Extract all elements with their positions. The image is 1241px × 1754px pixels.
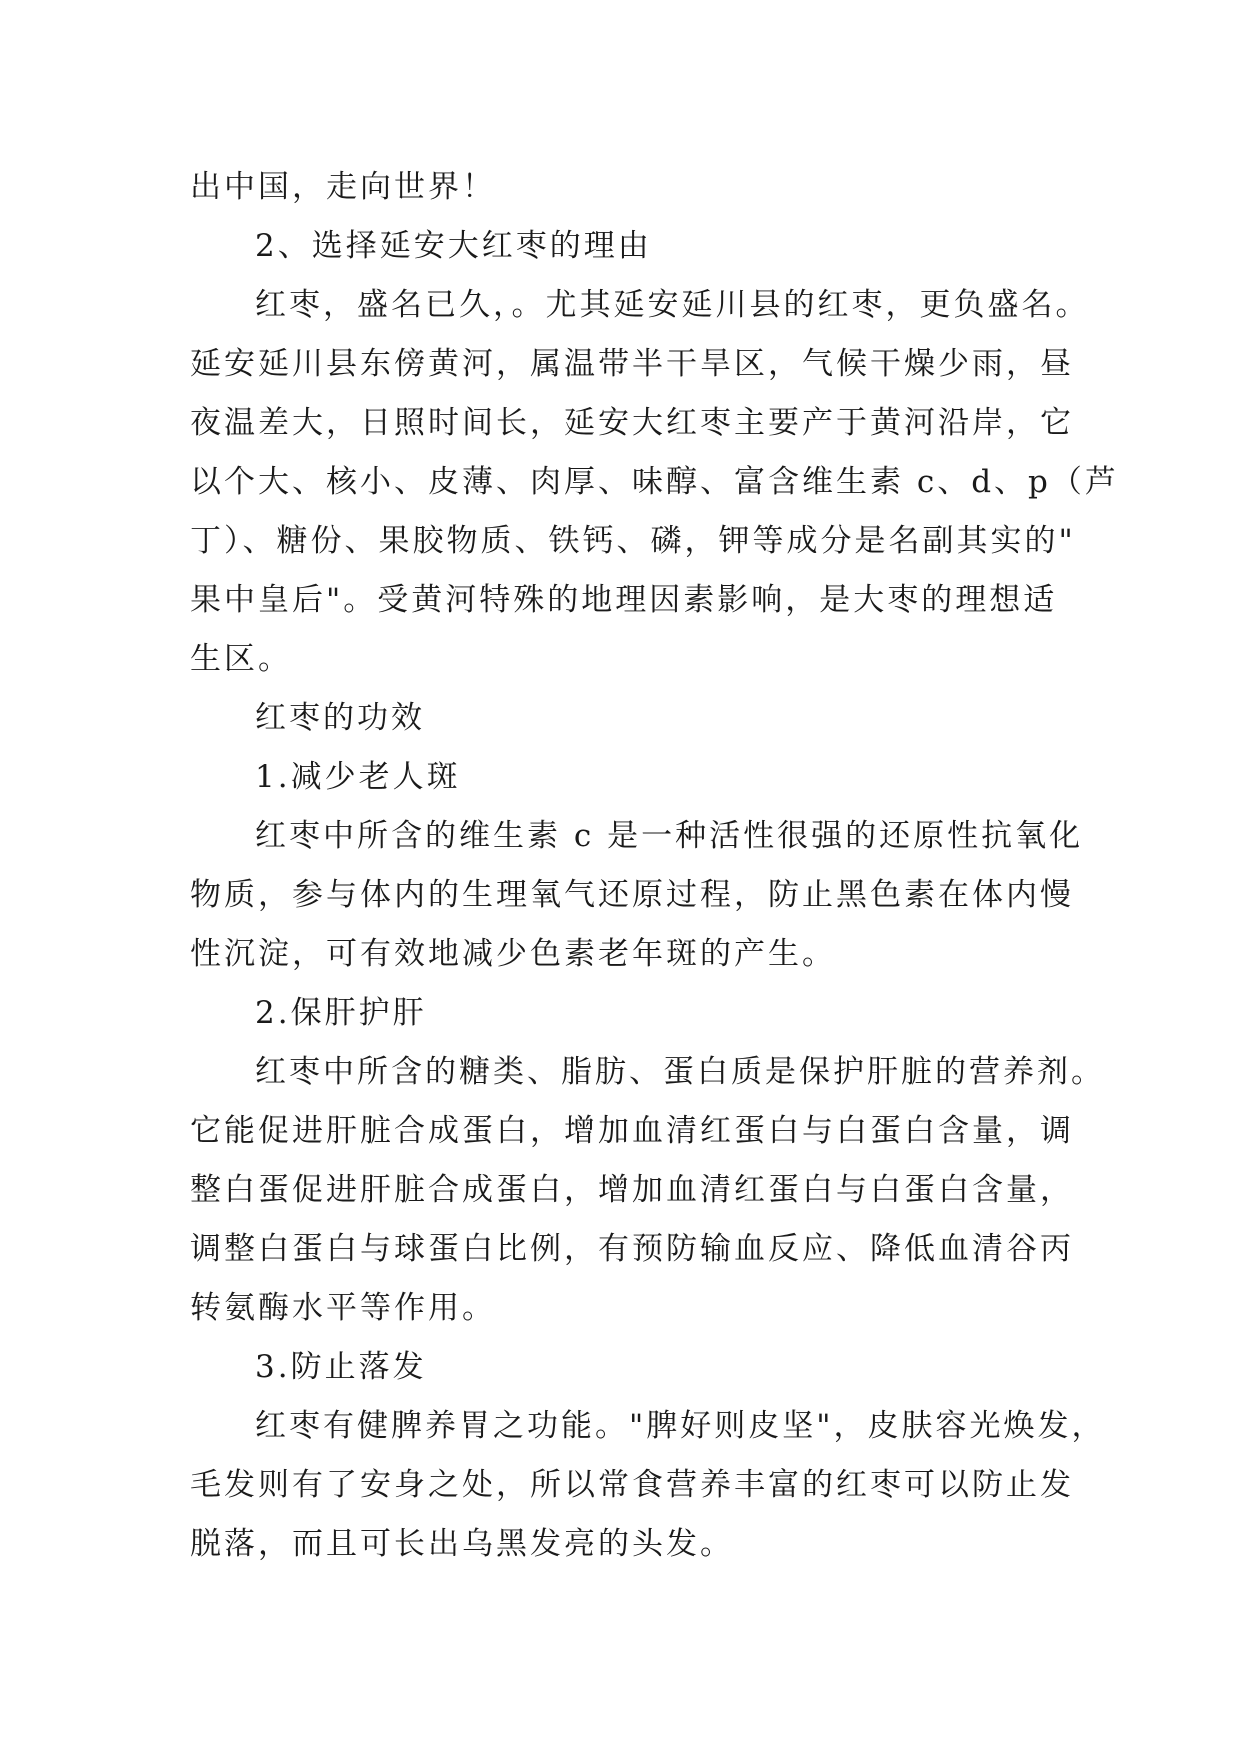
paragraph-line: 延安延川县东傍黄河，属温带半干旱区，气候干燥少雨，昼 <box>190 346 1074 382</box>
subsection-heading: 3.防止落发 <box>255 1349 427 1385</box>
paragraph-line: 红枣有健脾养胃之功能。"脾好则皮坚"，皮肤容光焕发， <box>255 1408 1106 1444</box>
paragraph-line: 性沉淀，可有效地减少色素老年斑的产生。 <box>190 936 836 972</box>
paragraph-line: 红枣中所含的糖类、脂肪、蛋白质是保护肝脏的营养剂。 <box>255 1054 1105 1090</box>
section-heading: 2、选择延安大红枣的理由 <box>255 228 652 264</box>
subsection-heading: 1.减少老人斑 <box>255 759 461 795</box>
paragraph-line: 脱落，而且可长出乌黑发亮的头发。 <box>190 1526 734 1562</box>
paragraph-line: 毛发则有了安身之处，所以常食营养丰富的红枣可以防止发 <box>190 1467 1074 1503</box>
document-body <box>190 158 1119 1574</box>
text-line: 出中国，走向世界！ <box>190 169 496 205</box>
paragraph-line: 果中皇后"。受黄河特殊的地理因素影响，是大枣的理想适 <box>190 582 1058 618</box>
section-heading: 红枣的功效 <box>255 700 425 736</box>
paragraph-line: 整白蛋促进肝脏合成蛋白，增加血清红蛋白与白蛋白含量， <box>190 1172 1074 1208</box>
subsection-heading: 2.保肝护肝 <box>255 995 427 1031</box>
paragraph-line: 它能促进肝脏合成蛋白，增加血清红蛋白与白蛋白含量，调 <box>190 1113 1074 1149</box>
paragraph-line: 调整白蛋白与球蛋白比例，有预防输血反应、降低血清谷丙 <box>190 1231 1074 1267</box>
paragraph-line: 红枣，盛名已久，。尤其延安延川县的红枣，更负盛名。 <box>255 287 1090 323</box>
paragraph-line: 以个大、核小、皮薄、肉厚、味醇、富含维生素 c、d、p（芦 <box>190 464 1119 500</box>
paragraph-line: 生区。 <box>190 641 292 677</box>
paragraph-line: 夜温差大，日照时间长，延安大红枣主要产于黄河沿岸，它 <box>190 405 1074 441</box>
paragraph-line: 红枣中所含的维生素 c 是一种活性很强的还原性抗氧化 <box>255 818 1084 854</box>
paragraph-line: 转氨酶水平等作用。 <box>190 1290 496 1326</box>
paragraph-line: 丁）、糖份、果胶物质、铁钙、磷，钾等成分是名副其实的" <box>190 523 1076 559</box>
paragraph-line: 物质，参与体内的生理氧气还原过程，防止黑色素在体内慢 <box>190 877 1074 913</box>
